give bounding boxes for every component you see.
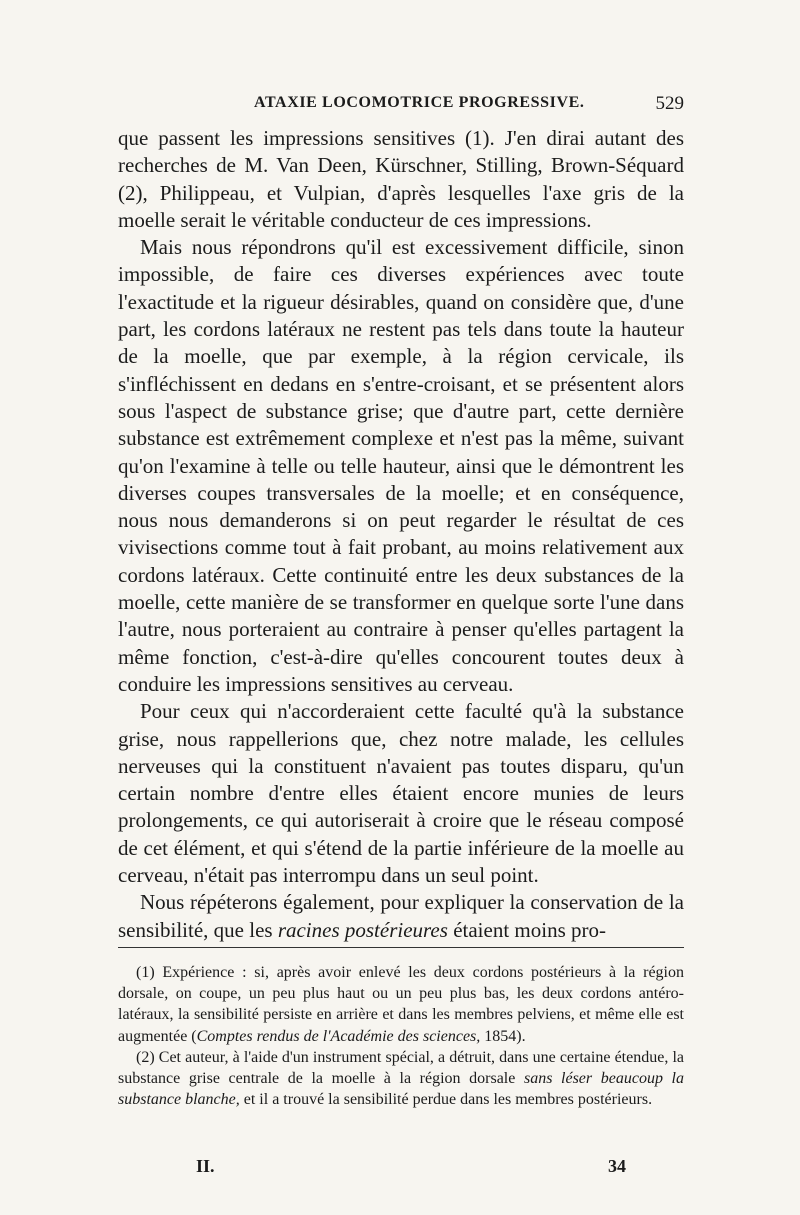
footnote-rule (118, 947, 684, 948)
page-header (118, 92, 684, 118)
paragraph-1: que passent les impressions sensitives (1). J'en dirai autant des recherches de M. Van Deen, Kürschner, Stilling, Brown-Séquard (2), Philippeau, et Vulpian, d'après lesquelles l'axe gris de la moelle serait le véritable conducteur de ces impressions. (118, 126, 684, 232)
paragraph-4-italic: racines postérieures (277, 917, 448, 942)
footnote-2-italic: sans léser beaucoup la substance blanche, (118, 1070, 685, 1109)
quire-number: 34 (608, 1156, 626, 1176)
footnote-2 (118, 1047, 684, 1111)
footnote-1-italic: Comptes rendus de l'Académie des sciences, (196, 1027, 481, 1045)
footnote-2-end: et il a trouvé la sensibilité perdue dans les membres postérieurs. (239, 1091, 653, 1109)
footnote-1-start: (1) Expérience : si, après avoir enlevé les deux cordons postérieurs à la région dorsale, on coupe, un peu plus haut ou un peu plus bas, les deux cordons antéro-latéraux, la sensibilité persiste en arrière et dans les membres pelviens, et même elle est augmentée ( (118, 964, 684, 1045)
body-text (118, 125, 684, 944)
footnote-2-start: (2) Cet auteur, à l'aide d'un instrument spécial, a détruit, dans une certaine étendue, la substance grise centrale de la moelle à la région dorsale (118, 1048, 684, 1088)
paragraph-2: Mais nous répondrons qu'il est excessivement difficile, sinon impossible, de faire ces diverses expériences avec toute l'exactitude et la rigueur désirables, quand on considère que, d'une part, les cordons latéraux ne restent pas tels dans toute la hauteur de la moelle, que par exemple, à la région cervicale, ils s'infléchissent en dedans en s'entre-croisant, et se présentent alors sous l'aspect de substance grise; que d'autre part, cette dernière substance est extrêmement complexe et n'est pas la même, suivant qu'on l'examine à telle ou telle hauteur, ainsi que le démontrent les diverses coupes transversales de la moelle; et en conséquence, nous nous demanderons si on peut regarder le résultat de ces vivisections comme tout à fait probant, au moins relativement aux cordons latéraux. Cette continuité entre les deux substances de la moelle, cette manière de se transformer en quelque sorte l'une dans l'autre, nous porteraient au contraire à penser qu'elles partagent la même fonction, c'est-à-dire qu'elles concourent toutes deux à conduire les impressions sensitives au cerveau. (118, 235, 684, 696)
page-footer (196, 1156, 626, 1182)
running-head: ATAXIE LOCOMOTRICE PROGRESSIVE. (254, 94, 585, 111)
page-number: 529 (655, 93, 684, 114)
paragraph-4 (118, 889, 684, 944)
footnote-1 (118, 962, 684, 1047)
paragraph-4-start: Nous répéterons également, pour expliquer la conservation de la sensibilité, que les (118, 890, 684, 942)
signature-mark: II. (196, 1156, 215, 1176)
footnote-1-end: 1854). (480, 1027, 526, 1045)
footnotes (118, 962, 684, 1110)
paragraph-4-end: étaient moins pro- (447, 917, 606, 942)
paragraph-3: Pour ceux qui n'accorderaient cette faculté qu'à la substance grise, nous rappellerions que, chez notre malade, les cellules nerveuses qui la constituent n'avaient pas toutes disparu, qu'un certain nombre d'entre elles étaient encore munies de leurs prolongements, ce qui autoriserait à croire que le réseau composé de cet élément, et qui s'étend de la partie inférieure de la moelle au cerveau, n'était pas interrompu dans un seul point. (118, 699, 684, 888)
